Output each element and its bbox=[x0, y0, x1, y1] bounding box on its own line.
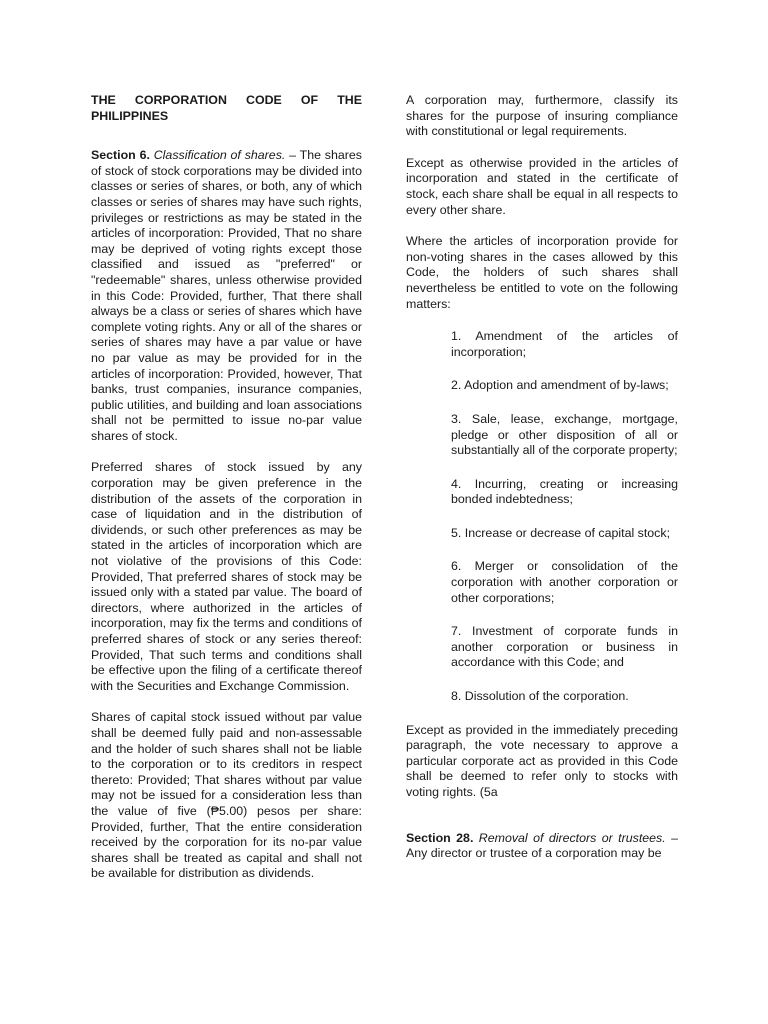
section-6-body: The shares of stock of stock corporations may be divided into classes or series of shares, or both, any of which classes or series of shares may have such rights, privileges or restrictions as may be stated in the articles of incorporation: Provided, That no share may be deprived of voting rights except those classified and issued as "preferred" or "redeemable" shares, unless otherwise provided in this Code: Provided, further, That there shall always be a class or series of shares which have complete voting rights. Any or all of the shares or series of shares may have a par value or have no par value as may be provided for in the articles of incorporation: Provided, however, That banks, trust companies, insurance companies, public utilities, and building and loan associations shall not be permitted to issue no-par value shares of stock. bbox=[91, 148, 362, 443]
classify-shares-paragraph: A corporation may, furthermore, classify its shares for the purpose of insuring compliance with constitutional or legal requirements. bbox=[406, 93, 678, 139]
section-6-dash: – bbox=[285, 148, 300, 163]
list-item: 6. Merger or consolidation of the corporation with another corporation or other corporations; bbox=[451, 559, 678, 605]
preferred-shares-paragraph: Preferred shares of stock issued by any corporation may be given preference in the distribution of the assets of the corporation in case of liquidation and in the distribution of dividends, or such other preferences as may be stated in the articles of incorporation which are not violative of the provisions of this Code: Provided, That preferred shares of stock may be issued only with a stated par value. The board of directors, where authorized in the articles of incorporation, may fix the terms and conditions of preferred shares of stock or any series thereof: Provided, That such terms and conditions shall be effective upon the filing of a certificate thereof with the Securities and Exchange Commission. bbox=[91, 460, 362, 693]
voting-rights-paragraph: Except as provided in the immediately preceding paragraph, the vote necessary to approve a particular corporate act as provided in this Code shall be deemed to refer only to stocks with voting rights. (5a bbox=[406, 722, 678, 799]
document-title: THE CORPORATION CODE OF THE PHILIPPINES bbox=[91, 93, 362, 123]
section-6-paragraph bbox=[91, 148, 362, 444]
list-item: 1. Amendment of the articles of incorporation; bbox=[451, 329, 678, 359]
right-column bbox=[406, 93, 678, 878]
list-item: 2. Adoption and amendment of by-laws; bbox=[451, 378, 669, 393]
list-item: 5. Increase or decrease of capital stock; bbox=[451, 525, 671, 540]
non-voting-shares-paragraph: Where the articles of incorporation provide for non-voting shares in the cases allowed by this Code, the holders of such shares shall nevertheless be entitled to vote on the following matters: bbox=[406, 234, 678, 311]
left-column bbox=[91, 93, 362, 898]
list-item: 3. Sale, lease, exchange, mortgage, pledge or other disposition of all or substantially all of the corporate property; bbox=[451, 411, 678, 458]
list-item: 4. Incurring, creating or increasing bonded indebtedness; bbox=[451, 476, 678, 507]
section-28-title: Removal of directors or trustees. bbox=[478, 830, 666, 845]
section-6-title: Classification of shares. bbox=[153, 148, 286, 163]
no-par-shares-paragraph: Shares of capital stock issued without par value shall be deemed fully paid and non-assessable and the holder of such shares shall not be liable to the corporation or to its creditors in respect thereto: Provided; That shares without par value may not be issued for a consideration less than the value of five (₱5.00) pesos per share: Provided, further, That the entire consideration received by the corporation for its no-par value shares shall be treated as capital and shall not be available for distribution as dividends. bbox=[91, 710, 362, 881]
section-28-paragraph bbox=[406, 831, 678, 862]
section-6-heading: Section 6. bbox=[91, 148, 150, 163]
list-item: 8. Dissolution of the corporation. bbox=[451, 689, 629, 704]
section-28-body: Any director or trustee of a corporation may be bbox=[406, 846, 662, 861]
equal-shares-paragraph: Except as otherwise provided in the articles of incorporation and stated in the certificate of stock, each share shall be equal in all respects to every other share. bbox=[406, 155, 678, 217]
list-item: 7. Investment of corporate funds in another corporation or business in accordance with this Code; and bbox=[451, 624, 678, 670]
voting-matters-list bbox=[406, 329, 678, 705]
section-28-heading: Section 28. bbox=[406, 830, 474, 845]
section-28-dash: – bbox=[665, 830, 678, 845]
